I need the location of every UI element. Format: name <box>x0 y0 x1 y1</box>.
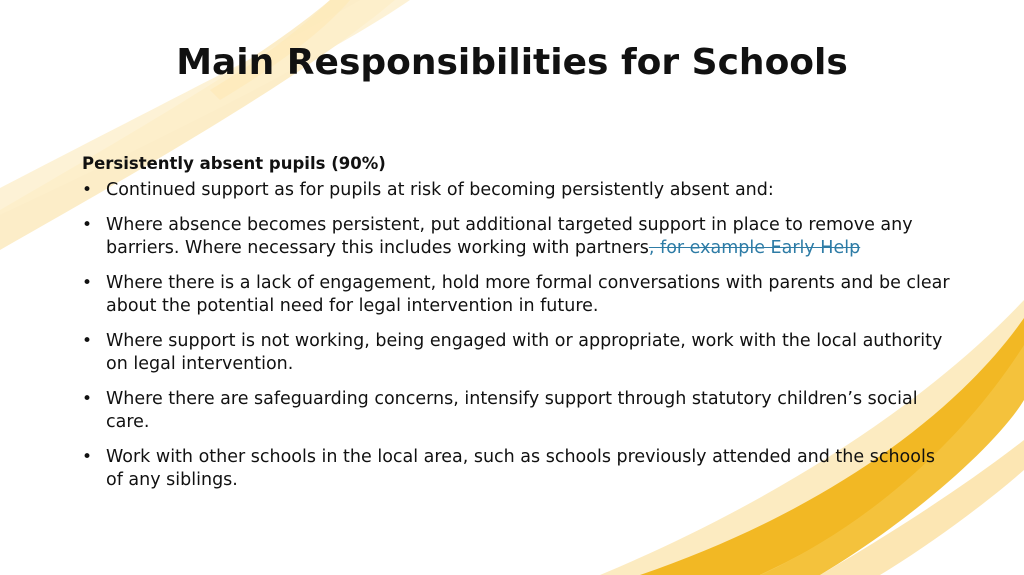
bullet-item <box>82 272 952 319</box>
bullet-dot-icon: • <box>82 272 93 293</box>
bullet-item <box>82 446 952 493</box>
bullet-dot-icon: • <box>82 214 93 235</box>
bullet-text: Where absence becomes persistent, put additional targeted support in place to remove any barriers. Where necessary this includes working with partners <box>106 214 913 258</box>
bullet-item <box>82 330 952 377</box>
bullet-dot-icon: • <box>82 180 93 200</box>
bullet-text: Where there are safeguarding concerns, intensify support through statutory children’s social care. <box>106 388 918 432</box>
page-title: Main Responsibilities for Schools <box>176 42 848 83</box>
section-heading-percentage: (90%) <box>331 154 386 173</box>
bullet-list <box>82 179 952 493</box>
bullet-text: Where there is a lack of engagement, hold more formal conversations with parents and be clear about the potential need for legal intervention in future. <box>106 272 950 316</box>
section-heading-label: Persistently absent pupils <box>82 154 326 173</box>
bullet-dot-icon: • <box>82 446 93 467</box>
bullet-item <box>82 388 952 435</box>
struck-through-text: , for example Early Help <box>648 238 861 258</box>
bullet-dot-icon: • <box>82 330 93 351</box>
content-body <box>82 154 952 504</box>
bullet-dot-icon: • <box>82 388 93 409</box>
bullet-item <box>82 214 952 261</box>
section-heading <box>82 154 952 173</box>
bullet-text: Continued support as for pupils at risk of becoming persistently absent and: <box>106 180 774 200</box>
bullet-text: Work with other schools in the local area, such as schools previously attended and the schools of any siblings. <box>106 446 935 490</box>
bullet-item <box>82 179 952 203</box>
bullet-text: Where support is not working, being engaged with or appropriate, work with the local authority on legal intervention. <box>106 330 943 374</box>
